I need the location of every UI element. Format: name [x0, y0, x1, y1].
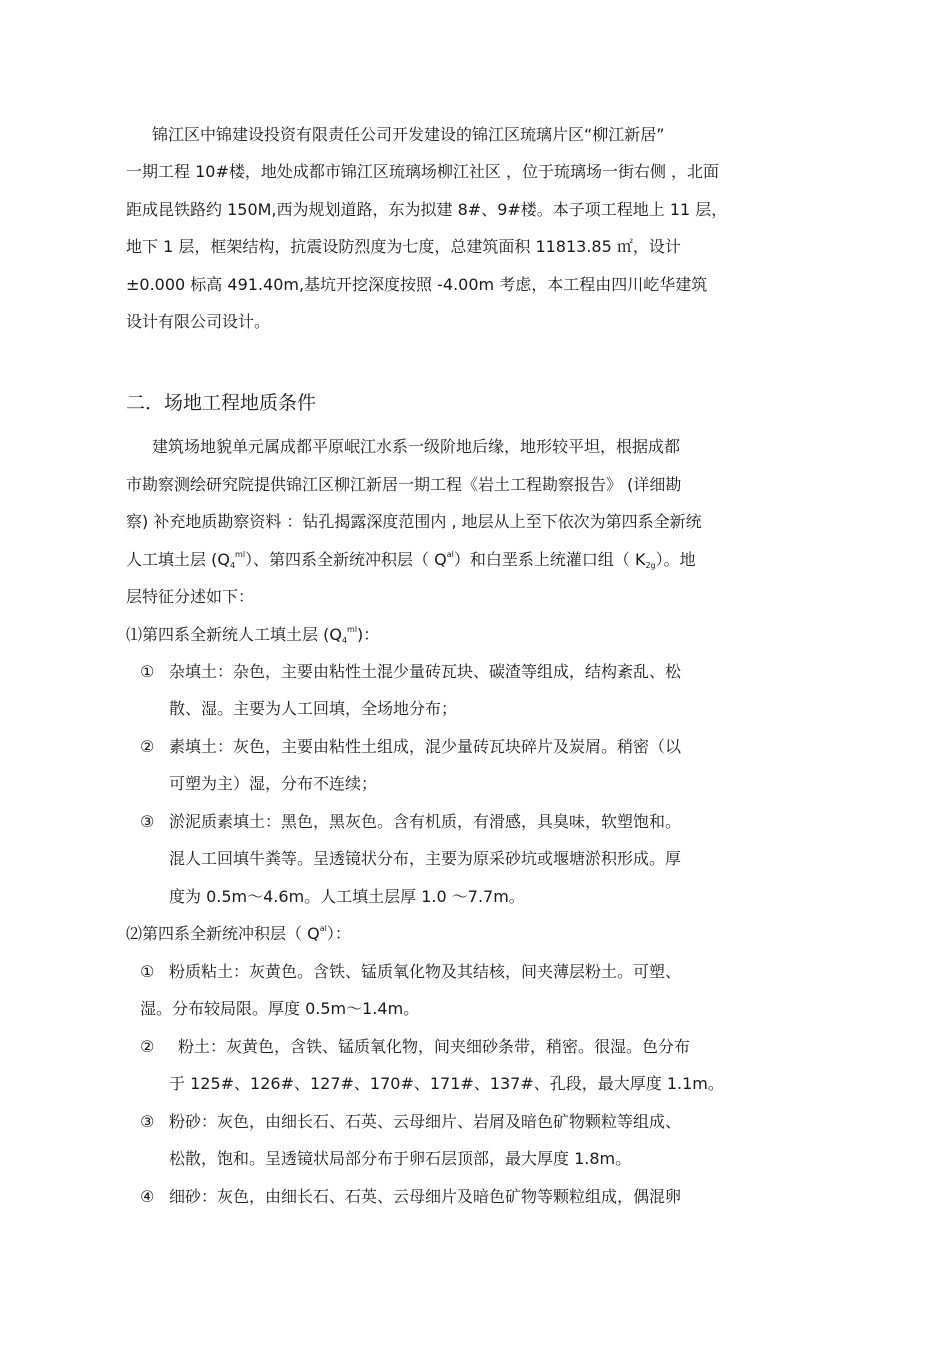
- text-fragment: ）、第四系全新统冲积层（ Q: [245, 550, 447, 569]
- paragraph-line: 建筑场地貌单元属成都平原岷江水系一级阶地后缘，地形较平坦，根据成都: [152, 437, 681, 456]
- item-line: 粉土：灰黄色，含铁、锰质氧化物，间夹细砂条带，稍密。很湿。色分布: [178, 1037, 691, 1056]
- item-line: 于 125#、126#、127#、170#、171#、137#、孔段，最大厚度 1.1m。: [169, 1074, 724, 1093]
- item-line: 混人工回填牛粪等。呈透镜状分布，主要为原采砂坑或堰塘淤积形成。厚: [169, 849, 682, 868]
- paragraph-line: 察) 补充地质勘察资料 ：钻孔揭露深度范围内 , 地层从上至下依次为第四系全新统: [126, 512, 702, 531]
- item-number: ①: [140, 962, 155, 981]
- item-line: 散、湿。主要为人工回填，全场地分布；: [169, 699, 458, 718]
- intro-line: 地下 1 层，框架结构，抗震设防烈度为七度，总建筑面积 11813.85 ㎡，设计: [126, 237, 681, 256]
- formula-subscript: 4: [229, 561, 236, 570]
- item-line: 湿。分布较局限。厚度 0.5m～1.4m。: [140, 999, 420, 1018]
- intro-line: ±0.000 标高 491.40m,基坑开挖深度按照 -4.00m 考虑，本工程由四川屹华建筑: [126, 275, 708, 294]
- item-number: ②: [140, 1037, 155, 1056]
- text-fragment: )：: [357, 625, 380, 644]
- intro-line: 锦江区中锦建设投资有限责任公司开发建设的锦江区琉璃片区“柳江新居”: [152, 125, 665, 144]
- item-line: 淤泥质素填土：黑色，黑灰色。含有机质，有滑感，具臭味，软塑饱和。: [169, 812, 682, 831]
- intro-line: 设计有限公司设计。: [126, 312, 271, 331]
- item-line: 松散，饱和。呈透镜状局部分布于卵石层顶部，最大厚度 1.8m。: [169, 1149, 632, 1168]
- text-fragment: ）：: [326, 924, 351, 943]
- paragraph-line: 层特征分述如下：: [126, 587, 255, 606]
- formula-superscript: al: [319, 924, 327, 933]
- item-number: ①: [140, 662, 155, 681]
- formula-superscript: al: [446, 550, 454, 559]
- text-fragment: ⑴第四系全新统人工填土层 (Q: [126, 625, 342, 644]
- item-line: 素填土：灰色，主要由粘性土组成，混少量砖瓦块碎片及炭屑。稍密（以: [169, 737, 682, 756]
- subsection-heading: [126, 923, 351, 945]
- item-number: ③: [140, 1112, 155, 1131]
- item-number: ④: [140, 1187, 155, 1206]
- section-heading: 二．场地工程地质条件: [126, 392, 317, 414]
- item-number: ②: [140, 737, 155, 756]
- item-line: 杂填土：杂色，主要由粘性土混少量砖瓦块、碳渣等组成，结构紊乱、松: [169, 662, 682, 681]
- item-line: 粉砂：灰色，由细长石、石英、云母细片、岩屑及暗色矿物颗粒等组成、: [169, 1112, 682, 1131]
- paragraph-line-formula: [126, 549, 696, 571]
- text-fragment: ⑵第四系全新统冲积层（ Q: [126, 924, 320, 943]
- intro-line: 一期工程 10#楼，地处成都市锦江区琉璃场柳江社区 ，位于琉璃场一街右侧 ，北面: [126, 162, 720, 181]
- text-fragment: ）。地: [655, 550, 696, 569]
- text-fragment: 人工填土层 (Q: [126, 550, 230, 569]
- item-line: 度为 0.5m～4.6m。人工填土层厚 1.0 ～7.7m。: [169, 887, 525, 906]
- paragraph-line: 市勘察测绘研究院提供锦江区柳江新居一期工程《岩土工程勘察报告》 (详细勘: [126, 475, 682, 494]
- formula-subscript: 4: [341, 636, 348, 645]
- item-line: 可塑为主）湿，分布不连续；: [169, 774, 378, 793]
- formula-superscript: ml: [235, 550, 246, 559]
- text-fragment: ）和白垩系上统灌口组（ K: [453, 550, 646, 569]
- subsection-heading: [126, 624, 379, 646]
- item-line: 细砂：灰色，由细长石、石英、云母细片及暗色矿物等颗粒组成，偶混卵: [169, 1187, 682, 1206]
- intro-line: 距成昆铁路约 150M,西为规划道路，东为拟建 8#、9#楼。本子项工程地上 11 层，: [126, 200, 728, 219]
- item-line: 粉质粘土：灰黄色。含铁、锰质氧化物及其结核，间夹薄层粉土。可塑、: [169, 962, 682, 981]
- item-number: ③: [140, 812, 155, 831]
- formula-superscript: ml: [347, 625, 358, 634]
- formula-subscript: 2g: [645, 561, 656, 570]
